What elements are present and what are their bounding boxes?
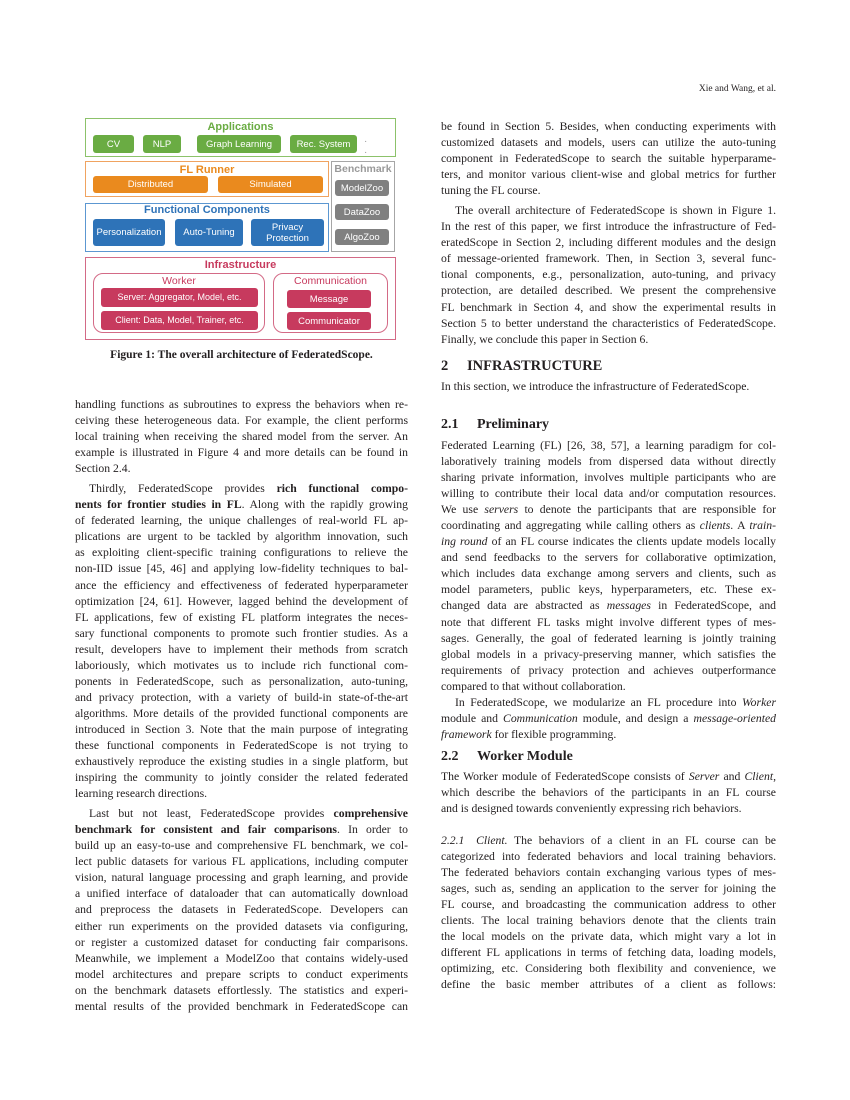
text-line: ing round of an FL course indicates the clients update models locally xyxy=(441,535,776,549)
text-line: protection, are detailed described. We present the comprehensive xyxy=(441,284,776,298)
text-line: non-IID issue [45, 46] and applying low-fidelity techniques to bal- xyxy=(75,562,408,576)
paragraph xyxy=(75,481,408,802)
text-line: coordinating and aggregating while calling others as clients. A train- xyxy=(441,519,776,533)
text-line: or register a customized dataset for conducting fair comparisons. xyxy=(75,935,408,949)
text-line: compared to that without collaboration. xyxy=(441,679,626,693)
functional-title: Functional Components xyxy=(144,204,270,216)
text-line: inspiring the community to jointly consider the related federated xyxy=(75,771,408,785)
section-2-2-body xyxy=(441,769,776,817)
paragraph xyxy=(441,695,776,743)
figure-caption: Figure 1: The overall architecture of FederatedScope. xyxy=(110,349,373,361)
communication-title: Communication xyxy=(294,275,367,287)
app-rec-system: Rec. System xyxy=(290,135,357,153)
text-line: tuning the FL course. xyxy=(441,184,541,198)
text-line: build up an easy-to-use and comprehensive FL benchmark, we col- xyxy=(75,839,408,853)
text-line: tional components, e.g., personalization, auto-tuning, and privacy xyxy=(441,268,776,282)
worker-client: Client: Data, Model, Trainer, etc. xyxy=(101,311,258,330)
app-more: · · xyxy=(364,136,368,158)
bench-algozoo: AlgoZoo xyxy=(335,229,389,245)
text-line: and privacy protection, with a variety of build-in state-of-the-art xyxy=(75,690,408,704)
text-line: module and Communication module, and design a message-oriented xyxy=(441,711,776,725)
text-line: exhaustively reproduce the existing studies in a single platform, but xyxy=(75,755,408,769)
app-nlp: NLP xyxy=(143,135,181,153)
text-line: of message-oriented framework. Then, in Section 3, several func- xyxy=(441,252,776,266)
text-line: ponents in FederatedScope, such as personalization, auto-tuning, xyxy=(75,674,408,688)
text-line: Thirdly, FederatedScope provides rich functional compo- xyxy=(89,482,409,496)
paragraph xyxy=(75,397,408,477)
text-line: note that different FL tasks might involve different types of mes- xyxy=(441,615,776,629)
infrastructure-title: Infrastructure xyxy=(204,259,277,271)
text-line: Federated Learning (FL) [26, 38, 57], a learning paradigm for col- xyxy=(441,439,776,452)
text-line: Meanwhile, we implement a ModelZoo that contains widely-used xyxy=(75,951,408,965)
app-graph-learning: Graph Learning xyxy=(197,135,281,153)
section-2-1-heading xyxy=(441,417,549,433)
section-title: Worker Module xyxy=(477,749,573,764)
text-line: these functional components in FederatedScope is not trying to xyxy=(75,738,408,752)
comm-communicator: Communicator xyxy=(287,312,371,330)
paragraph xyxy=(441,119,776,199)
text-line: introduced in Section 3. Note that the main purpose of integrating xyxy=(75,722,408,736)
text-line: categorized into federated behaviors and local training behaviors. xyxy=(441,850,776,864)
text-line: Finally, we conclude this paper in Section 6. xyxy=(441,332,649,346)
text-line: FL course, and broadcasting the communication address to other xyxy=(441,898,776,912)
text-line: Last but not least, FederatedScope provides comprehensive xyxy=(89,807,408,821)
text-line: nents for frontier studies in FL. Along with the rapidly growing xyxy=(75,498,408,512)
comm-message: Message xyxy=(287,290,371,308)
func-personalization: Personalization xyxy=(93,219,165,246)
text-line: and preprocess the datasets in FederatedScope. Developers can xyxy=(75,903,408,917)
text-line: Section 5 to better understand the characteristics of FederatedScope. xyxy=(441,316,776,330)
section-2-2-heading xyxy=(441,749,573,765)
paragraph xyxy=(441,769,776,817)
worker-title: Worker xyxy=(162,275,196,287)
text-line: sharing private information, involves multiple participants who are xyxy=(441,471,776,485)
text-line: Section 2.4. xyxy=(75,462,131,476)
text-line: optimization [24, 61]. However, lagged behind the development of xyxy=(75,594,408,608)
text-line: eratedScope in Section 2, including different modules and the design xyxy=(441,236,776,250)
section-number: 2 xyxy=(441,358,449,374)
text-line: FL applications, few of existing FL platform integrates the neces- xyxy=(75,610,408,624)
text-line: model parameters, public keys, hyperparameters, etc. These ex- xyxy=(441,583,776,597)
paragraph xyxy=(441,379,776,395)
section-2-heading xyxy=(441,358,602,375)
text-line: In this section, we introduce the infrastructure of FederatedScope. xyxy=(441,380,750,393)
text-line: algorithms. More details of the provided functional components are xyxy=(75,706,408,720)
running-header: Xie and Wang, et al. xyxy=(698,84,776,94)
text-line: We use servers to denote the participants that are responsible for xyxy=(441,503,776,517)
app-cv: CV xyxy=(93,135,134,153)
text-line: ters, and monitor various client-wise and global metrics for further xyxy=(441,168,776,182)
text-line: be found in Section 5. Besides, when conducting experiments with xyxy=(441,120,776,133)
text-line: sages. Generally, the goal of federated learning is jointly training xyxy=(441,631,776,645)
text-line: define the basic member attributes of a client as follows: xyxy=(441,978,776,992)
applications-title: Applications xyxy=(207,121,274,133)
text-line: requirements of privacy protection and achieves outperformance xyxy=(441,663,776,677)
paragraph xyxy=(441,438,776,695)
text-line: on the benchmark datasets effortlessly. The statistics and experi- xyxy=(75,983,408,997)
text-line: optimizing, etc. Considering both flexibility and convenience, we xyxy=(441,962,776,976)
func-auto-tuning: Auto-Tuning xyxy=(175,219,243,246)
section-2-1-body xyxy=(441,438,776,743)
text-line: ceiving these heterogeneous data. For example, the client performs xyxy=(75,414,408,428)
worker-server: Server: Aggregator, Model, etc. xyxy=(101,288,258,307)
text-line: The Worker module of FederatedScope consists of Server and Client, xyxy=(441,770,777,783)
left-column xyxy=(75,397,408,1015)
text-line: sary functional components to promote such frontier studies. As a xyxy=(75,626,408,640)
text-line: the local models on the private data, which might vary a lot in xyxy=(441,930,776,944)
right-column-intro xyxy=(441,119,776,348)
text-line: sages, such as, sending an application to the server for joining the xyxy=(441,882,776,896)
text-line: either run experiments on the provided datasets via configuring, xyxy=(75,919,408,933)
paragraph xyxy=(75,806,408,1015)
runner-simulated: Simulated xyxy=(218,176,323,193)
text-line: component in FederatedScope to search the suitable hyperparame- xyxy=(441,152,776,166)
text-line: different FL applications in terms of fetching data, loading models, xyxy=(441,946,776,960)
text-line: willing to contribute their local data and/or computation resources. xyxy=(441,487,776,501)
text-line: mental results of the provided benchmark in FederatedScope can xyxy=(75,999,408,1013)
text-line: learning research directions. xyxy=(75,787,208,801)
bench-datazoo: DataZoo xyxy=(335,204,389,220)
text-line: example is illustrated in Figure 4 and more details can be found in xyxy=(75,446,408,460)
section-2-2-1-body xyxy=(441,833,776,993)
fl-runner-title: FL Runner xyxy=(179,164,235,176)
runner-distributed: Distributed xyxy=(93,176,208,193)
paragraph xyxy=(441,203,776,347)
text-line: framework for flexible programming. xyxy=(441,727,617,741)
benchmark-title: Benchmark xyxy=(334,163,392,175)
text-line: The federated behaviors contain exchanging various types of mes- xyxy=(441,866,776,880)
text-line: model architectures and prepare scripts to conduct experiments xyxy=(75,967,408,981)
text-line: customized datasets and models, users can utilize the auto-tuning xyxy=(441,136,776,150)
text-line: clients. The local training behaviors denote that the clients train xyxy=(441,914,776,928)
text-line: changed data are abstracted as messages in FederatedScope, and xyxy=(441,599,777,613)
text-line: laboriously, which motivates us to include rich functional com- xyxy=(75,658,408,672)
text-line: vision, natural language processing and graph learning, and provide xyxy=(75,871,408,885)
text-line: In FederatedScope, we modularize an FL procedure into Worker xyxy=(455,695,776,709)
text-line: local training when receiving the shared model from the server. An xyxy=(75,430,408,444)
text-line: and send feedbacks to the servers for collaborative optimization, xyxy=(441,551,776,565)
section-number: 2.1 xyxy=(441,417,459,432)
text-line: lect public datasets for various FL applications, including computer xyxy=(75,855,408,869)
text-line: which includes data exchange among servers and clients, such as xyxy=(441,567,776,581)
text-line: In the rest of this paper, we first introduce the infrastructure of Fed- xyxy=(441,220,776,234)
text-line: of federated learning, the unique challenges of real-world FL ap- xyxy=(75,514,408,528)
text-line: plications are urgent to be tackled by algorithm innovation, such xyxy=(75,530,408,544)
text-line: handling functions as subroutines to express the behaviors when re- xyxy=(75,398,408,411)
text-line: and is designed towards conveniently expressing rich behaviors. xyxy=(441,802,742,816)
paragraph xyxy=(441,833,776,993)
text-line: The overall architecture of FederatedScope is shown in Figure 1. xyxy=(455,204,776,218)
text-line: which describe the behaviors of the participants in an FL course xyxy=(441,786,776,800)
text-line: ance the efficiency and effectiveness of federated hyperparameter xyxy=(75,578,408,592)
section-title: INFRASTRUCTURE xyxy=(467,358,603,374)
text-line: global models in a privacy-preserving manner, which satisfies the xyxy=(441,647,776,661)
text-line: a unified interface of dataloader that can automatically download xyxy=(75,887,408,901)
text-line: as exploiting client-specific training configurations to relieve the xyxy=(75,546,408,560)
text-line: 2.2.1 Client. The behaviors of a client in an FL course can be xyxy=(441,834,776,847)
text-line: benchmark for consistent and fair comparisons. In order to xyxy=(75,823,408,837)
text-line: laboratively training models from dispersed data without directly xyxy=(441,455,776,469)
text-line: result, developers have to implement their methods from scratch xyxy=(75,642,408,656)
bench-modelzoo: ModelZoo xyxy=(335,180,389,196)
section-number: 2.2 xyxy=(441,749,459,764)
section-title: Preliminary xyxy=(477,417,550,432)
func-privacy: Privacy Protection xyxy=(251,219,324,246)
section-2-body xyxy=(441,379,776,395)
text-line: FL benchmark in Section 4, and show the experimental results in xyxy=(441,300,776,314)
